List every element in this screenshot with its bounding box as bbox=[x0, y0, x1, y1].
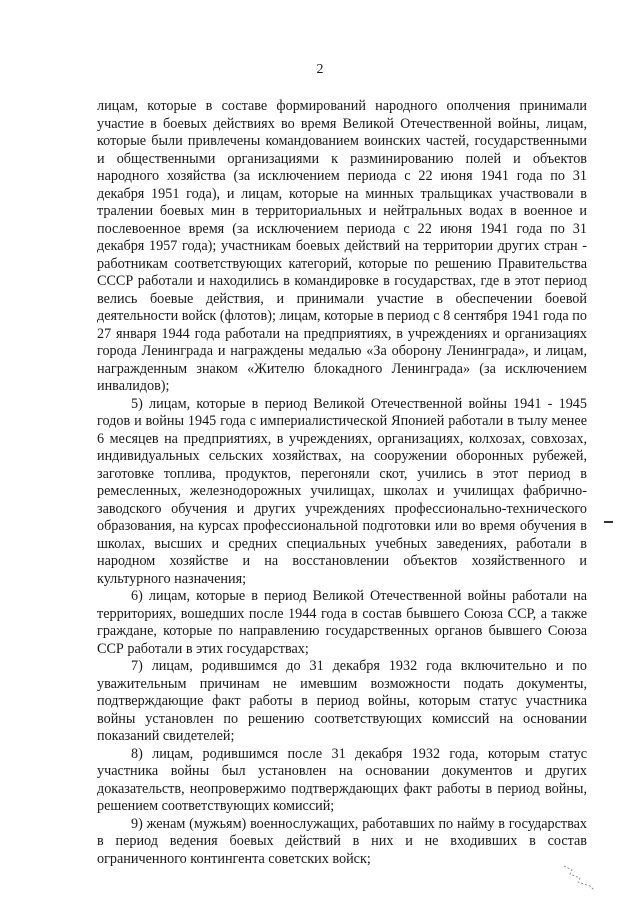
document-body bbox=[97, 98, 587, 868]
paragraph-item-6: 6) лицам, которые в период Великой Отечественной войны работали на территориях, вошедших после 1944 года в состав бывшего Союза ССР, а также граждане, которые по направлению государственных органов бывшего Союза ССР работали в этих государствах; bbox=[97, 588, 587, 657]
paragraph-item-9: 9) женам (мужьям) военнослужащих, работавших по найму в государствах в период ведения боевых действий в них и не входивших в состав ограниченного контингента советских войск; bbox=[97, 815, 587, 867]
paragraph-item-5: 5) лицам, которые в период Великой Отечественной войны 1941 - 1945 годов и войны 1945 года с империалистической Японией работали в тылу менее 6 месяцев на предприятиях, в учреждениях, организациях, колхозах, совхозах, индивидуальных сельских хозяйствах, на сооружении оборонных рубежей, заготовке топлива, продуктов, перегоняли скот, учились в этот период в ремесленных, железнодорожных училищах, школах и училищах фабрично-заводского обучения и других учреждениях профессионально-технического образования, на курсах профессиональной подготовки или во время обучения в школах, высших и средних специальных учебных заведениях, работали в народном хозяйстве и на восстановлении объектов хозяйственного и культурного назначения; bbox=[97, 395, 587, 587]
paragraph-item-8: 8) лицам, родившимся после 31 декабря 1932 года, которым статус участника войны был установлен на основании документов и других доказательств, неопровержимо подтверждающих факт работы в период войны, решением соответствующих комиссий; bbox=[97, 745, 587, 814]
pen-scribble-mark bbox=[560, 862, 600, 892]
page-number: 2 bbox=[316, 62, 324, 77]
paragraph-item-7: 7) лицам, родившимся до 31 декабря 1932 года включительно и по уважительным причинам не имевшим возможности подать документы, подтверждающие факт работы в период войны, которым статус участника войны установлен по решению соответствующих комиссий на основании показаний свидетелей; bbox=[97, 658, 587, 744]
margin-dash-mark bbox=[604, 521, 613, 523]
paragraph-continuation: лицам, которые в составе формирований народного ополчения принимали участие в боевых действиях во время Великой Отечественной войны, лицам, которые были привлечены командованием воинских частей, государственными и общественными организациями к разминированию полей и объектов народного хозяйства (за исключением периода с 22 июня 1941 года по 31 декабря 1951 года), и лицам, которые на минных тральщиках участвовали в тралении боевых мин в территориальных и нейтральных водах в военное и послевоенное время (за исключением периода с 22 июня 1941 года по 31 декабря 1957 года); участникам боевых действий на территории других стран - работникам соответствующих категорий, которые по решению Правительства СССР работали и находились в командировке в государствах, где в этот период велись боевые действия, и принимали участие в обеспечении боевой деятельности войск (флотов); лицам, которые в период с 8 сентября 1941 года по 27 января 1944 года работали на предприятиях, в учреждениях и организациях города Ленинграда и награждены медалью «За оборону Ленинграда», и лицам, награжденным знаком «Жителю блокадного Ленинграда» (за исключением инвалидов); bbox=[97, 98, 587, 394]
